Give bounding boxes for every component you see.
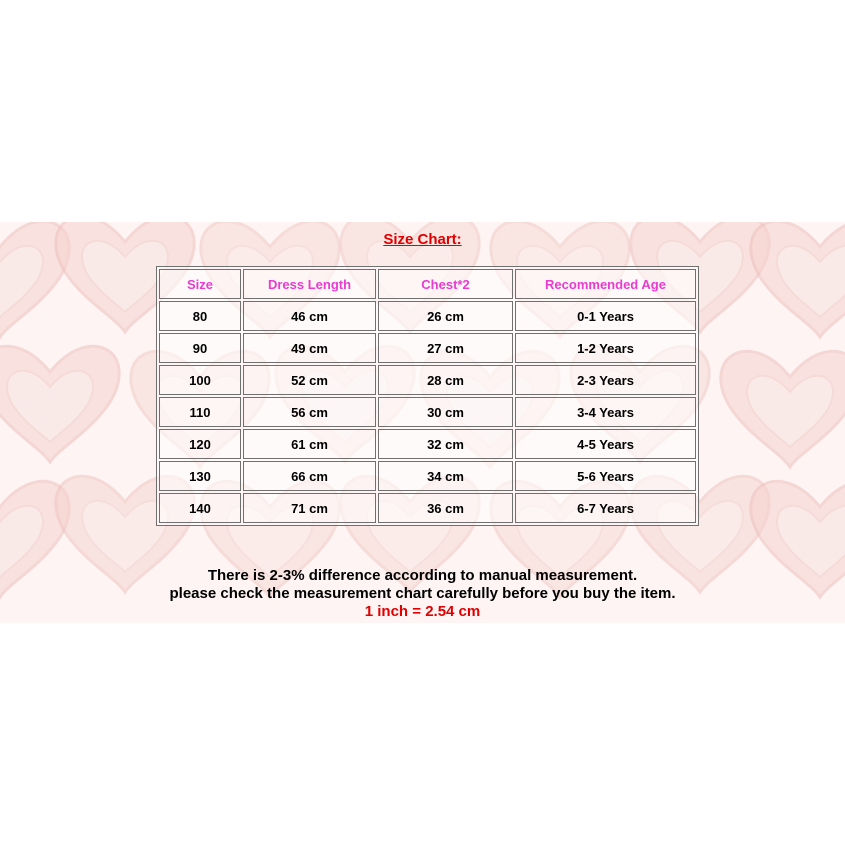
cell-chest: 36 cm [378, 493, 513, 523]
header-recommended-age: Recommended Age [515, 269, 696, 299]
check-chart-note: please check the measurement chart carefully before you buy the item. [169, 585, 676, 602]
table-row [159, 429, 696, 459]
cell-size: 110 [159, 397, 241, 427]
cell-recommended-age: 3-4 Years [515, 397, 696, 427]
cell-chest: 32 cm [378, 429, 513, 459]
header-size: Size [159, 269, 241, 299]
inch-conversion-note: 1 inch = 2.54 cm [364, 603, 481, 620]
cell-size: 100 [159, 365, 241, 395]
cell-size: 120 [159, 429, 241, 459]
cell-size: 140 [159, 493, 241, 523]
size-table [156, 266, 699, 526]
cell-chest: 26 cm [378, 301, 513, 331]
cell-recommended-age: 6-7 Years [515, 493, 696, 523]
cell-dress-length: 66 cm [243, 461, 376, 491]
size-chart-panel [0, 222, 845, 623]
cell-recommended-age: 4-5 Years [515, 429, 696, 459]
table-row [159, 333, 696, 363]
cell-recommended-age: 2-3 Years [515, 365, 696, 395]
size-chart-title: Size Chart: [383, 231, 462, 248]
cell-chest: 34 cm [378, 461, 513, 491]
header-dress-length: Dress Length [243, 269, 376, 299]
table-row [159, 493, 696, 523]
cell-dress-length: 52 cm [243, 365, 376, 395]
cell-dress-length: 46 cm [243, 301, 376, 331]
cell-chest: 30 cm [378, 397, 513, 427]
table-header-row [159, 269, 696, 299]
cell-dress-length: 61 cm [243, 429, 376, 459]
cell-recommended-age: 1-2 Years [515, 333, 696, 363]
cell-chest: 27 cm [378, 333, 513, 363]
cell-size: 90 [159, 333, 241, 363]
table-row [159, 365, 696, 395]
cell-size: 80 [159, 301, 241, 331]
cell-recommended-age: 0-1 Years [515, 301, 696, 331]
header-chest: Chest*2 [378, 269, 513, 299]
cell-dress-length: 71 cm [243, 493, 376, 523]
measurement-difference-note: There is 2-3% difference according to manual measurement. [207, 567, 638, 584]
cell-recommended-age: 5-6 Years [515, 461, 696, 491]
cell-dress-length: 49 cm [243, 333, 376, 363]
cell-chest: 28 cm [378, 365, 513, 395]
table-row [159, 301, 696, 331]
cell-dress-length: 56 cm [243, 397, 376, 427]
cell-size: 130 [159, 461, 241, 491]
table-row [159, 397, 696, 427]
table-row [159, 461, 696, 491]
